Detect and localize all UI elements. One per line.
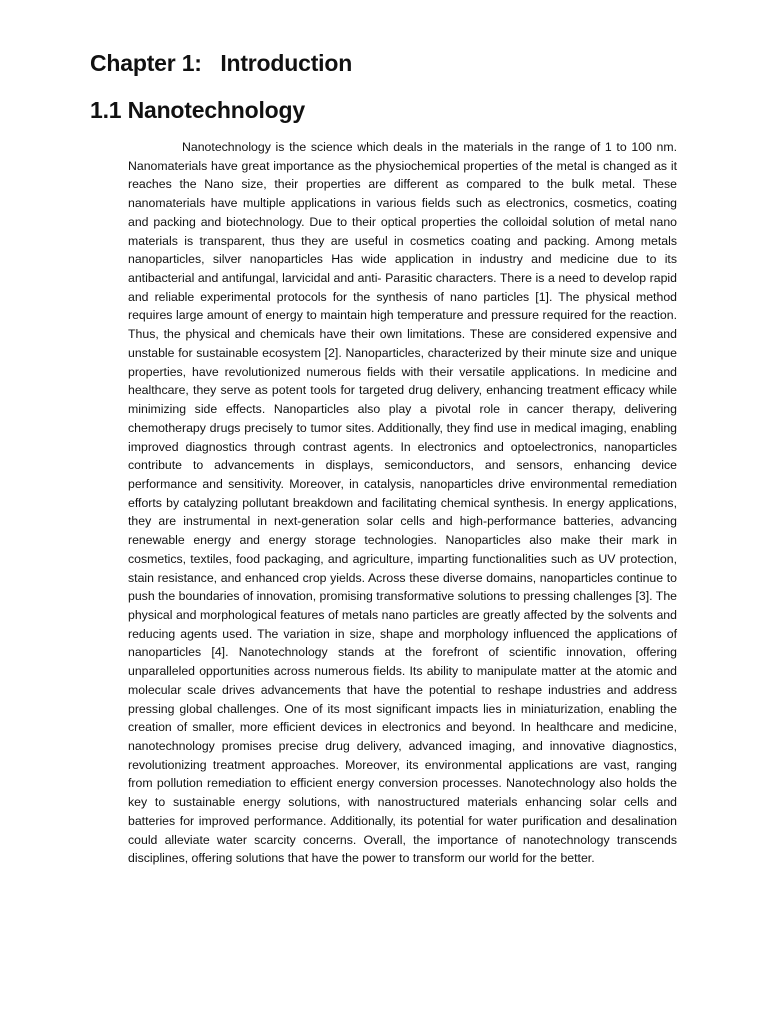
section-heading: 1.1 Nanotechnology [90, 97, 305, 123]
body-paragraph: Nanotechnology is the science which deals in the materials in the range of 1 to 100 nm. Nanomaterials have great importance as the physiochemical properties of the metal is changed as it reaches the Nano size, their properties are different as compared to the bulk metal. These nanomaterials have multiple applications in various fields such as electronics, cosmetics, coating and packing and biotechnology. Due to their optical properties the colloidal solution of metal nano materials is transparent, thus they are useful in cosmetics coating and packing. Among metals nanoparticles, silver nanoparticles Has wide application in industry and medicine due to its antibacterial and antifungal, larvicidal and anti- Parasitic characters. There is a need to develop rapid and reliable experimental protocols for the synthesis of nano particles [1]. The physical method requires large amount of energy to maintain high temperature and pressure required for the reaction. Thus, the physical and chemicals have their own limitations. These are considered expensive and unstable for sustainable ecosystem [2]. Nanoparticles, characterized by their minute size and unique properties, have revolutionized numerous fields with their versatile applications. In medicine and healthcare, they serve as potent tools for targeted drug delivery, enhancing treatment efficacy while minimizing side effects. Nanoparticles also play a pivotal role in cancer therapy, delivering chemotherapy drugs precisely to tumor sites. Additionally, they find use in medical imaging, enabling improved diagnostics through contrast agents. In electronics and optoelectronics, nanoparticles contribute to advancements in displays, semiconductors, and sensors, enhancing device performance and sensitivity. Moreover, in catalysis, nanoparticles drive environmental remediation efforts by catalyzing pollutant breakdown and facilitating chemical synthesis. In energy applications, they are instrumental in next-generation solar cells and high-performance batteries, advancing renewable energy and energy storage technologies. Nanoparticles also make their mark in cosmetics, textiles, food packaging, and agriculture, imparting functionalities such as UV protection, stain resistance, and enhanced crop yields. Across these diverse domains, nanoparticles continue to push the boundaries of innovation, promising transformative solutions to pressing challenges [3]. The physical and morphological features of metals nano particles are greatly affected by the solvents and reducing agents used. The variation in size, shape and morphology influenced the applications of nanoparticles [4]. Nanotechnology stands at the forefront of scientific innovation, offering unparalleled opportunities across numerous fields. Its ability to manipulate matter at the atomic and molecular scale drives advancements that have the potential to reshape industries and address pressing global challenges. One of its most significant impacts lies in miniaturization, enabling the creation of smaller, more efficient devices in electronics and beyond. In healthcare and medicine, nanotechnology promises precise drug delivery, advanced imaging, and innovative diagnostics, revolutionizing treatment approaches. Moreover, its environmental applications are vast, ranging from pollution remediation to efficient energy conversion processes. Nanotechnology also holds the key to sustainable energy solutions, with nanostructured materials enhancing solar cells and batteries for improved performance. Additionally, its potential for water purification and desalination could alleviate water scarcity concerns. Overall, the importance of nanotechnology transcends disciplines, offering solutions that have the power to transform our world for the better. [128, 140, 677, 866]
chapter-heading: Chapter 1: Introduction [90, 50, 353, 76]
